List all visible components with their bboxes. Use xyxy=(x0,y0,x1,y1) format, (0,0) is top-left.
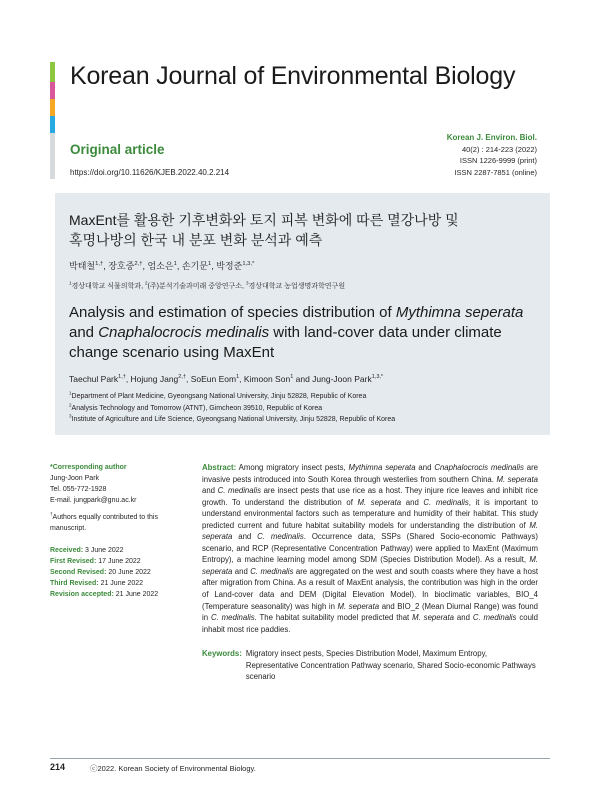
species-name: C. medinalis xyxy=(217,486,261,496)
species-name: M. seperata xyxy=(337,601,380,611)
species-name: C. medinalis xyxy=(423,497,469,507)
abstract-text: could inhabit most rice paddies. xyxy=(202,613,538,634)
footer-divider xyxy=(50,758,550,759)
korean-affiliations: $^1$경상대학교 식물의학과, $^2$(주)분석기술과미래 중앙연구소, $^3$경상대학교 농업생명과학연구원 xyxy=(69,280,346,290)
author: 박정준$^{1,3,*}$ xyxy=(216,261,255,271)
species-name: M. seperata xyxy=(496,474,538,484)
english-title: Analysis and estimation of species distribution of Mythimna seperata and Cnaphalocrocis medinalis with land-cover data under climate change scenario using MaxEnt xyxy=(69,304,524,361)
page-number: 214 xyxy=(50,762,66,772)
author: 엄소은$^1$ xyxy=(147,261,177,271)
abstract-label: Abstract: xyxy=(202,463,237,472)
korean-title-line: MaxEnt를 활용한 기후변화와 토지 피복 변화에 따른 멸강나방 및 xyxy=(69,212,459,228)
accent-bar-green xyxy=(50,62,55,82)
date-first-revised: First Revised: 17 June 2022 xyxy=(50,558,141,565)
species-name: C. medinalis xyxy=(257,532,304,542)
issn-print: ISSN 1226-9999 (print) xyxy=(459,156,537,165)
abstract-text: are aggregated on the west and south coasts where they have a host after migration from China. As a result of MaxEnt analysis, the contribution was high in the order of Land-cover data and DEM (Digital Elevation Model). In bioclimatic variables, BIO_4 (Temperature seasonality) was high in xyxy=(202,566,539,611)
species-name: Mythimna seperata xyxy=(348,463,416,472)
copyright: ⓒ2022. Korean Society of Environmental Biology. xyxy=(90,764,256,773)
species-name: M. seperata xyxy=(412,613,455,623)
species-name: M. seperata xyxy=(202,555,538,576)
species-name: C. medinalis xyxy=(250,566,294,576)
author: 박태철$^{1,\dagger}$ xyxy=(69,261,104,271)
affiliation: $^2$Analysis Technology and Tomorrow (ATNT), Gimcheon 39510, Republic of Korea xyxy=(69,402,323,412)
volume-pages: 40(2) : 214-223 (2022) xyxy=(461,144,537,154)
corresponding-author xyxy=(50,462,190,506)
korean-title xyxy=(69,210,459,250)
keywords-text: Migratory insect pests, Species Distribution Model, Maximum Entropy, Representative Concentration Pathway scenario, Shared Socio-economic Pathways scenario xyxy=(245,649,536,682)
abstract-text: and BIO_2 (Mean Diurnal Range) was found in xyxy=(202,601,539,623)
species-name: M. seperata xyxy=(357,497,402,507)
corresponding-label: *Corresponding author xyxy=(50,464,127,471)
journal-title: Korean Journal of Environmental Biology xyxy=(70,62,516,90)
author: 장호중$^{2,\dagger}$ xyxy=(108,261,143,271)
issn-online: ISSN 2287-7851 (online) xyxy=(454,167,537,177)
abstract-body xyxy=(202,463,538,634)
korean-authors: 박태철$^{1,\dagger}$, 장호중$^{2,\dagger}$, 엄소은$^1$, 손기문$^1$, 박정준$^{1,3,*}$ xyxy=(69,261,255,271)
author: 손기문$^1$ xyxy=(181,261,212,271)
affiliation: $^3$Institute of Agriculture and Life Science, Gyeongsang National University, Jinju 52828, Republic of Korea xyxy=(69,413,396,423)
dates-block xyxy=(50,545,190,600)
date-second-revised: Second Revised: 20 June 2022 xyxy=(50,569,151,576)
species-name: Cnaphalocrocis medinalis xyxy=(434,463,524,472)
species-name: C. medinalis xyxy=(472,613,517,623)
citation-block xyxy=(447,132,537,178)
accent-bar-pink xyxy=(50,82,55,99)
abstract-text: . Occurrence data, SSPs (Shared Socio-economic Pathways) scenario, and RCP (Representative Concentration Pathway) were applied to MaxEnt (Maximum Entropy), a machine learning model among SDM (Species Distribution Model). As a result, xyxy=(202,532,538,565)
abstract-text: and xyxy=(454,613,473,623)
corresponding-email[interactable]: E-mail. jungpark@gnu.ac.kr xyxy=(50,497,137,504)
abstract-text: Among migratory insect pests, xyxy=(236,463,349,472)
abstract-text: and xyxy=(232,566,251,576)
abstract-text: , it is important to understand environmental factors such as temperature and humidity of their habitat. This study predicted current and future habitat suitability models for understanding the distribution of xyxy=(202,497,538,530)
corresponding-tel: Tel. 055-772-1928 xyxy=(50,486,107,493)
abstract-text: and xyxy=(401,497,424,507)
abstract-text: The habitat suitability model predicted that xyxy=(256,613,413,623)
date-third-revised: Third Revised: 21 June 2022 xyxy=(50,580,144,587)
species-name: Mythimna seperata xyxy=(395,304,524,321)
abstract-text: and xyxy=(232,532,258,542)
title-box xyxy=(55,193,550,435)
accent-bar-blue xyxy=(50,116,55,133)
korean-title-line: 혹명나방의 한국 내 분포 변화 분석과 예측 xyxy=(69,232,323,248)
affiliation: $^1$Department of Plant Medicine, Gyeongsang National University, Jinju 52828, Republic of Korea xyxy=(69,390,367,400)
english-affiliations xyxy=(69,391,395,426)
abstract xyxy=(202,462,538,635)
keywords-label: Keywords: xyxy=(202,649,242,658)
english-authors: Taechul Park$^{1,\dagger}$, Hojung Jang$^{2,\dagger}$, SoEun Eom$^1$, Kimoon Son$^1$ and Jung-Joon Park$^{1,3,*}$ xyxy=(69,374,384,384)
journal-abbrev: Korean J. Environ. Biol. xyxy=(446,133,537,142)
article-type: Original article xyxy=(70,142,165,157)
doi-link[interactable]: https://doi.org/10.11626/KJEB.2022.40.2.214 xyxy=(70,168,230,177)
accent-bar-gray xyxy=(50,133,55,179)
abstract-text: are invasive pests introduced into South Korea through westerlies from southern China. xyxy=(202,463,538,484)
date-accepted: Revision accepted: 21 June 2022 xyxy=(50,591,159,598)
contribution-note: †Authors equally contributed to this manuscript. xyxy=(50,511,158,532)
date-received: Received: 3 June 2022 xyxy=(50,547,124,554)
abstract-text: and xyxy=(415,463,435,472)
corresponding-name: Jung-Joon Park xyxy=(50,475,100,482)
keywords xyxy=(202,648,538,683)
abstract-text: are insect pests that use rice as a host. They injure rice leaves and inhibit rice growth. To understand the distribution of xyxy=(202,486,538,507)
accent-bar-orange xyxy=(50,99,55,116)
species-name: Cnaphalocrocis medinalis xyxy=(98,324,270,341)
species-name: M. seperata xyxy=(202,520,538,542)
abstract-text: and xyxy=(202,486,218,496)
species-name: C. medinalis. xyxy=(210,613,257,623)
